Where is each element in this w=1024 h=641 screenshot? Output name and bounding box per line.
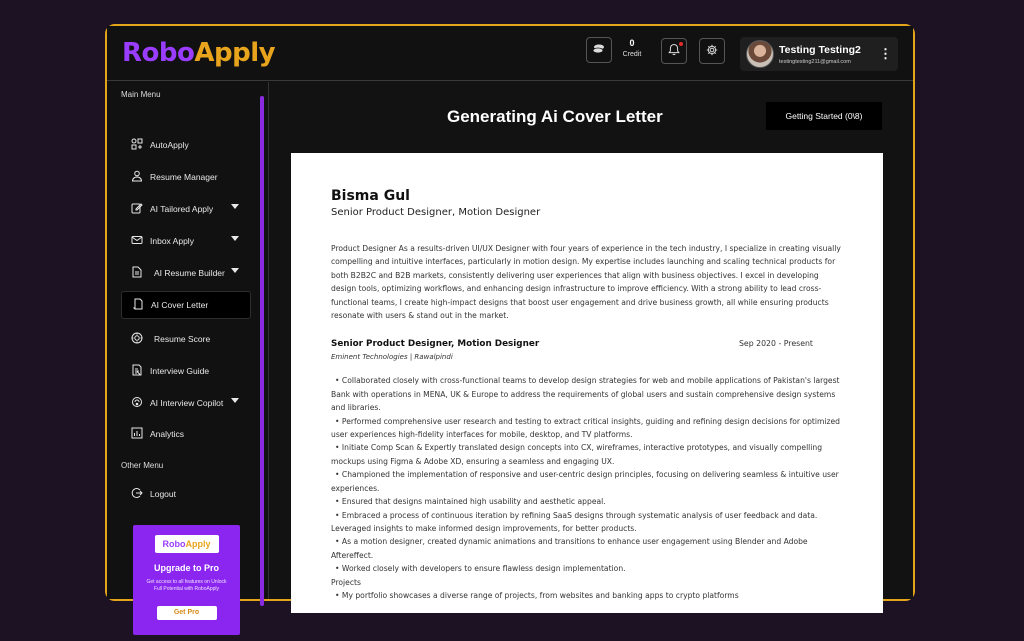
chart-icon: [129, 427, 145, 442]
chevron-down-icon[interactable]: [231, 236, 239, 241]
experience-header: [331, 339, 843, 349]
list-item: • As a motion designer, created dynamic animations and transitions to enhance user engagement using Blender and Adobe Aftereffect.: [331, 535, 843, 562]
sidebar-item-resume-score[interactable]: [121, 325, 251, 353]
list-item: • Worked closely with developers to ensure flawless design implementation.: [331, 562, 843, 575]
upgrade-promo-card: [133, 525, 240, 635]
promo-logo-robo: Robo: [162, 539, 186, 549]
promo-logo: [155, 535, 219, 553]
notification-dot: [679, 42, 683, 46]
chevron-down-icon[interactable]: [231, 268, 239, 273]
guide-icon: [129, 364, 145, 379]
sidebar-item-ai-interview-copilot[interactable]: [121, 389, 251, 417]
logo-text-apply: Apply: [194, 38, 276, 68]
sidebar-item-label: AI Tailored Apply: [150, 204, 214, 214]
logout-icon: [129, 487, 145, 502]
sidebar-item-interview-guide[interactable]: [121, 357, 251, 385]
sidebar-item-ai-tailored-apply[interactable]: [121, 195, 251, 223]
sidebar-item-label: Analytics: [150, 429, 185, 439]
sidebar-item-label: Resume Score: [154, 334, 211, 344]
notifications-button[interactable]: [661, 38, 687, 64]
user-icon: [129, 170, 145, 185]
projects-heading: Projects: [331, 577, 361, 587]
file-icon: [130, 298, 146, 313]
sidebar-item-label: AI Resume Builder: [154, 268, 225, 278]
sidebar-item-autoapply[interactable]: [121, 131, 251, 159]
experience-title: Senior Product Designer, Motion Designer: [331, 339, 540, 350]
candidate-name: Bisma Gul: [331, 188, 410, 204]
list-item: • My portfolio showcases a diverse range of projects, from websites and banking apps to crypto platforms: [331, 589, 843, 602]
promo-description: Get access to all features on Unlock Full Potential with RoboApply: [146, 579, 227, 593]
list-item: • Collaborated closely with cross-functional teams to develop design strategies for web and mobile applications of Pakistan's largest Bank with operations in MENA, UK & Europe to address the requirements of global users and sustain comprehensive design systems and libraries.: [331, 374, 843, 414]
top-bar: [107, 26, 913, 81]
sidebar-item-ai-resume-builder[interactable]: [121, 259, 251, 287]
grid-icon: [129, 138, 145, 153]
document-icon: [129, 266, 145, 281]
sidebar-item-label: Logout: [150, 489, 176, 499]
sidebar: [107, 82, 269, 616]
sidebar-item-label: Resume Manager: [150, 172, 218, 182]
credit-counter: [619, 38, 645, 58]
sidebar-item-inbox-apply[interactable]: [121, 227, 251, 255]
sidebar-item-label: Interview Guide: [150, 366, 210, 376]
list-item: • Ensured that designs maintained high usability and aesthetic appeal.: [331, 495, 843, 508]
promo-logo-apply: Apply: [185, 539, 211, 549]
user-profile[interactable]: [740, 37, 898, 71]
logo-text-robo: Robo: [122, 38, 195, 68]
main-menu-label: Main Menu: [121, 90, 161, 99]
sidebar-item-label: Inbox Apply: [150, 236, 194, 246]
experience-bullets: [331, 374, 843, 575]
edit-icon: [129, 202, 145, 217]
sidebar-item-label: AI Cover Letter: [151, 300, 209, 310]
list-item: • Initiate Comp Scan & Expertly translated design concepts into CX, wireframes, interactive prototypes, and visually compelling mockups using Figma & Adobe XD, ensuring a seamless and engaging UX.: [331, 441, 843, 468]
list-item: • Embraced a process of continuous iteration by refining SaaS designs through systematic analysis of user feedback and data. Leveraged insights to make informed design improvements, for better products.: [331, 509, 843, 536]
user-email: testingtesting211@gmail.com: [779, 59, 851, 65]
avatar: [746, 40, 774, 68]
more-options-icon[interactable]: ⋮: [879, 46, 892, 61]
other-menu-label: Other Menu: [121, 461, 164, 470]
credit-count: 0: [629, 38, 635, 48]
credit-button[interactable]: [586, 37, 612, 63]
app-window: [105, 24, 915, 616]
cover-letter-document: [291, 153, 883, 613]
sidebar-scrollbar-thumb[interactable]: [260, 96, 264, 606]
get-pro-button[interactable]: Get Pro: [157, 606, 217, 620]
mail-icon: [129, 234, 145, 249]
robo-apply-logo[interactable]: [122, 38, 275, 68]
credit-label: Credit: [622, 51, 642, 58]
user-name: Testing Testing2: [779, 44, 861, 56]
getting-started-button[interactable]: Getting Started (0\8): [766, 102, 882, 130]
list-item: • Performed comprehensive user research and testing to extract critical insights, guiding and refining design decisions for optimized user experiences high-fidelity interfaces for mobile, desktop, and TV platforms.: [331, 415, 843, 442]
sidebar-item-analytics[interactable]: [121, 420, 251, 448]
sidebar-item-ai-cover-letter[interactable]: [121, 291, 251, 319]
promo-title: Upgrade to Pro: [153, 563, 219, 573]
chevron-down-icon[interactable]: [231, 398, 239, 403]
experience-company: Eminent Technologies | Rawalpindi: [331, 353, 453, 362]
gear-icon: [706, 44, 718, 59]
sidebar-item-label: AI Interview Copilot: [150, 398, 224, 408]
page-title: Generating Ai Cover Letter: [447, 107, 663, 126]
list-item: • Championed the implementation of responsive and user-centric design principles, focusing on delivering seamless & intuitive user experiences.: [331, 468, 843, 495]
sidebar-item-label: AutoApply: [150, 140, 189, 150]
candidate-role: Senior Product Designer, Motion Designer: [331, 207, 541, 218]
main-content: [270, 82, 913, 599]
sidebar-item-resume-manager[interactable]: [121, 163, 251, 191]
sidebar-item-logout[interactable]: [121, 480, 251, 508]
copilot-icon: [129, 396, 145, 411]
chevron-down-icon[interactable]: [231, 204, 239, 209]
experience-date: Sep 2020 - Present: [738, 339, 813, 349]
projects-bullets: [331, 589, 843, 602]
target-icon: [129, 332, 145, 347]
bell-icon: [668, 43, 680, 59]
coins-icon: [592, 43, 606, 58]
settings-button[interactable]: [699, 38, 725, 64]
summary-paragraph: Product Designer As a results-driven UI/UX Designer with four years of experience in the tech industry, I specialize in creating visually compelling and intuitive interfaces, particularly in motion design. My expertise includes launching and scaling technical products for both B2B2C and B2B markets, consistently delivering user experiences that align with business objectives. I excel in developing design tools, optimizing workflows, and enhancing design infrastructure to improve efficiency. With a strong ability to lead cross-functional teams, I create high-impact designs that boost user engagement and drive business growth, all while ensuring products resonate with users & stand out in the market.: [331, 244, 841, 321]
